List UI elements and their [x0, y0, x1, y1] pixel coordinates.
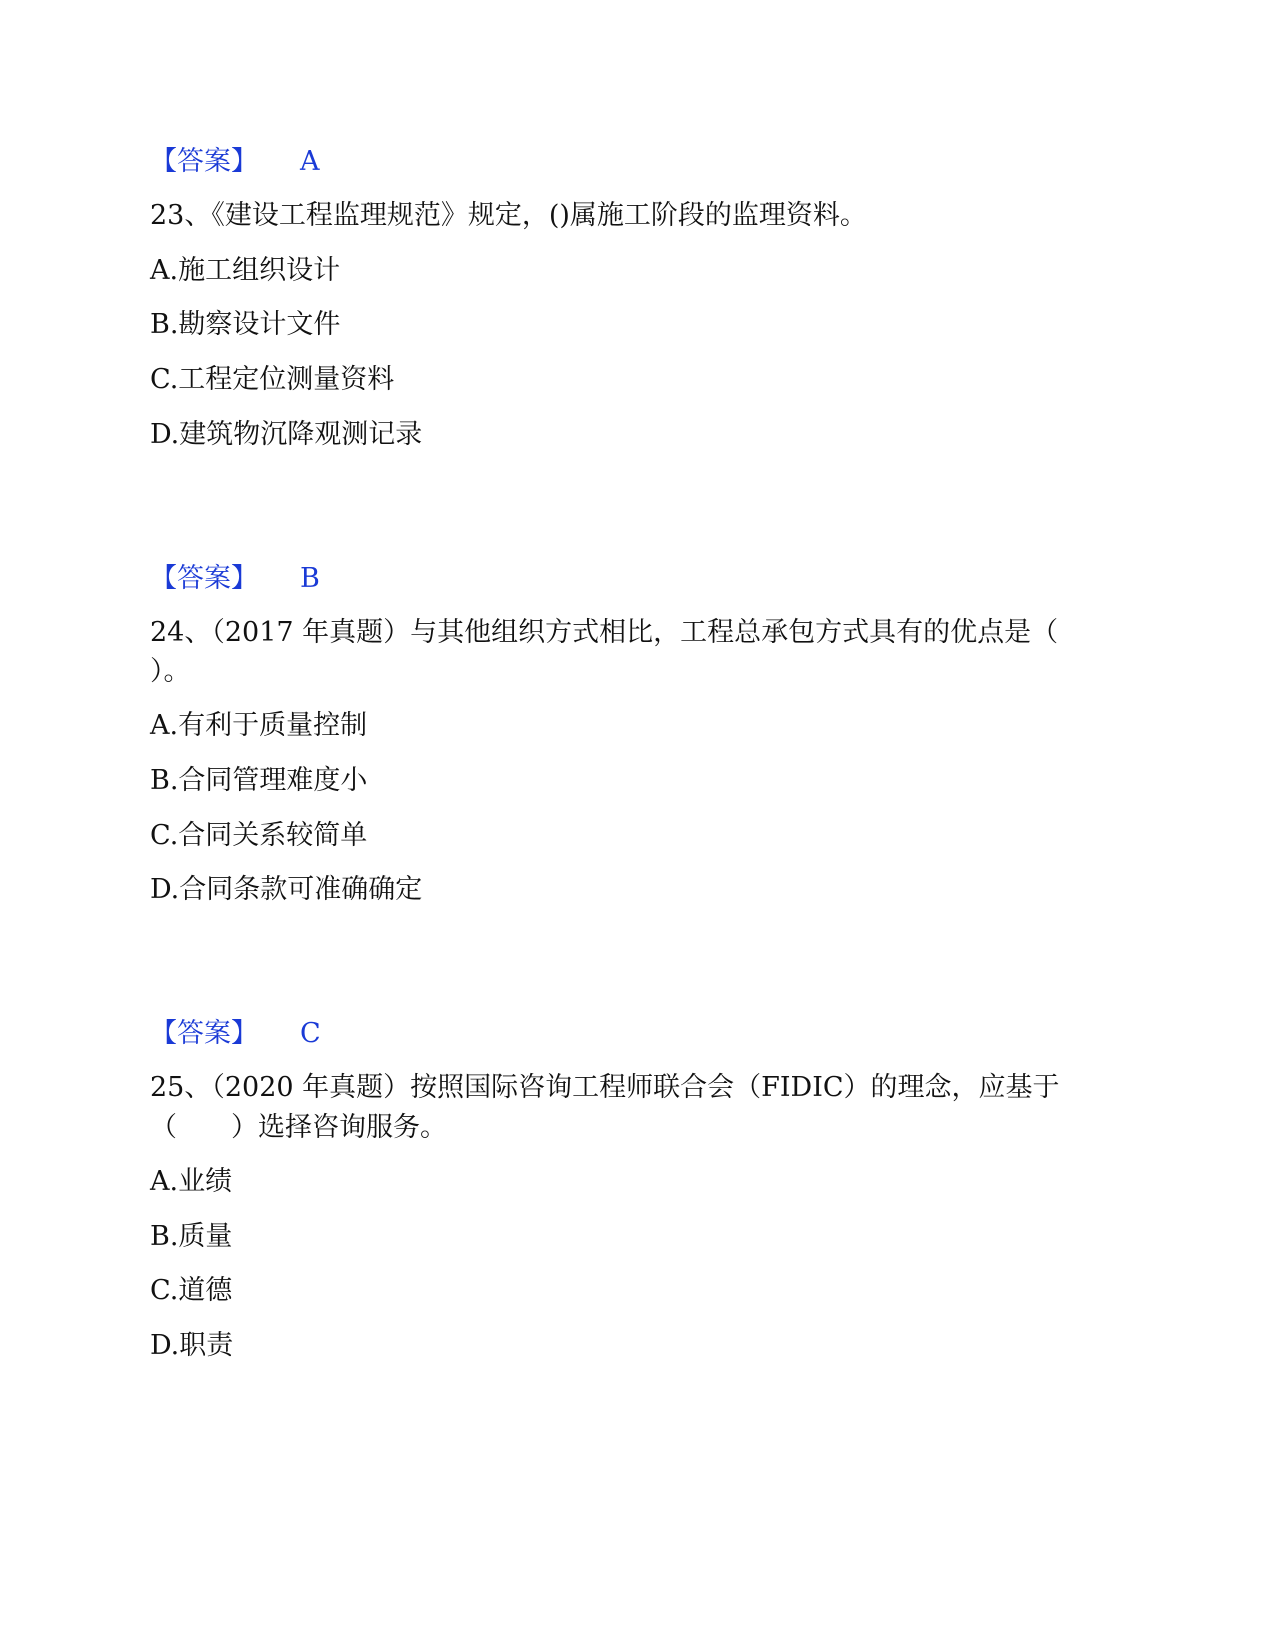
option-a: A.施工组织设计	[150, 255, 341, 286]
answer-label: 【答案】	[150, 1018, 258, 1049]
option-b: B.质量	[150, 1221, 233, 1252]
answer-value: C	[300, 1018, 321, 1049]
option-c: C.工程定位测量资料	[150, 364, 395, 395]
option-d: D.建筑物沉降观测记录	[150, 419, 423, 450]
answer-line	[150, 1016, 321, 1052]
option-a: A.有利于质量控制	[150, 710, 368, 741]
question-text: 23、《建设工程监理规范》规定，()属施工阶段的监理资料。	[150, 200, 867, 231]
answer-value: A	[300, 146, 320, 177]
question-text: 25、（2020 年真题）按照国际咨询工程师联合会（FIDIC）的理念，应基于	[150, 1072, 1060, 1103]
answer-line	[150, 561, 320, 597]
option-a: A.业绩	[150, 1166, 233, 1197]
option-c: C.合同关系较简单	[150, 820, 368, 851]
option-d: D.职责	[150, 1330, 234, 1361]
answer-label: 【答案】	[150, 146, 258, 177]
answer-value: B	[300, 563, 320, 594]
answer-label: 【答案】	[150, 563, 258, 594]
answer-line	[150, 144, 320, 180]
question-text-cont: ）。	[150, 656, 191, 687]
option-b: B.勘察设计文件	[150, 309, 341, 340]
question-text-cont: （ ）选择咨询服务。	[150, 1112, 447, 1143]
option-d: D.合同条款可准确确定	[150, 874, 423, 905]
option-b: B.合同管理难度小	[150, 765, 368, 796]
question-text: 24、（2017 年真题）与其他组织方式相比，工程总承包方式具有的优点是（	[150, 617, 1059, 648]
option-c: C.道德	[150, 1275, 233, 1306]
